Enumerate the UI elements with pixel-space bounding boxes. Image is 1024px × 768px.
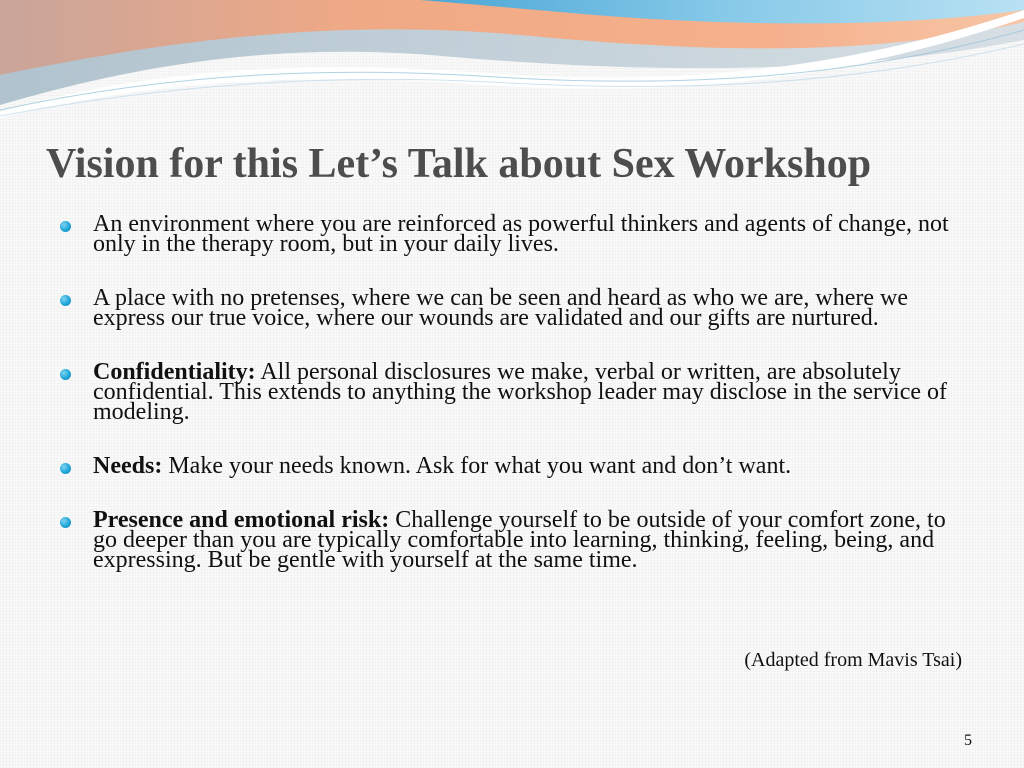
bullet-icon	[60, 295, 71, 306]
bullet-lead: Confidentiality:	[93, 359, 256, 385]
bullet-lead: Needs:	[93, 453, 163, 479]
header-wave-decoration	[0, 0, 1024, 120]
bullet-text: Challenge yourself to be outside of your comfort zone, to go deeper than you are typically comfortable into learning, thinking, feeling, being, and expressing. But be gentle with yourself at the same time.	[93, 507, 946, 573]
bullet-list	[60, 211, 960, 573]
bullet-icon	[60, 369, 71, 380]
slide-title: Vision for this Let’s Talk about Sex Workshop	[46, 141, 872, 187]
bullet-icon	[60, 463, 71, 474]
bullet-item-needs	[60, 453, 960, 479]
bullet-item-environment	[60, 211, 960, 257]
page-number: 5	[964, 732, 972, 749]
bullet-lead: Presence and emotional risk:	[93, 507, 390, 533]
bullet-text: Make your needs known. Ask for what you want and don’t want.	[162, 453, 792, 479]
bullet-item-confidentiality	[60, 359, 960, 425]
bullet-icon	[60, 221, 71, 232]
bullet-text: An environment where you are reinforced as powerful thinkers and agents of change, not only in the therapy room, but in your daily lives.	[93, 211, 949, 257]
bullet-text: A place with no pretenses, where we can be seen and heard as who we are, where we express our true voice, where our wounds are validated and our gifts are nurtured.	[93, 285, 908, 331]
bullet-icon	[60, 517, 71, 528]
attribution: (Adapted from Mavis Tsai)	[744, 649, 962, 671]
bullet-item-presence	[60, 507, 960, 573]
bullet-text: All personal disclosures we make, verbal or written, are absolutely confidential. This extends to anything the workshop leader may disclose in the service of modeling.	[93, 359, 948, 425]
bullet-item-place	[60, 285, 960, 331]
